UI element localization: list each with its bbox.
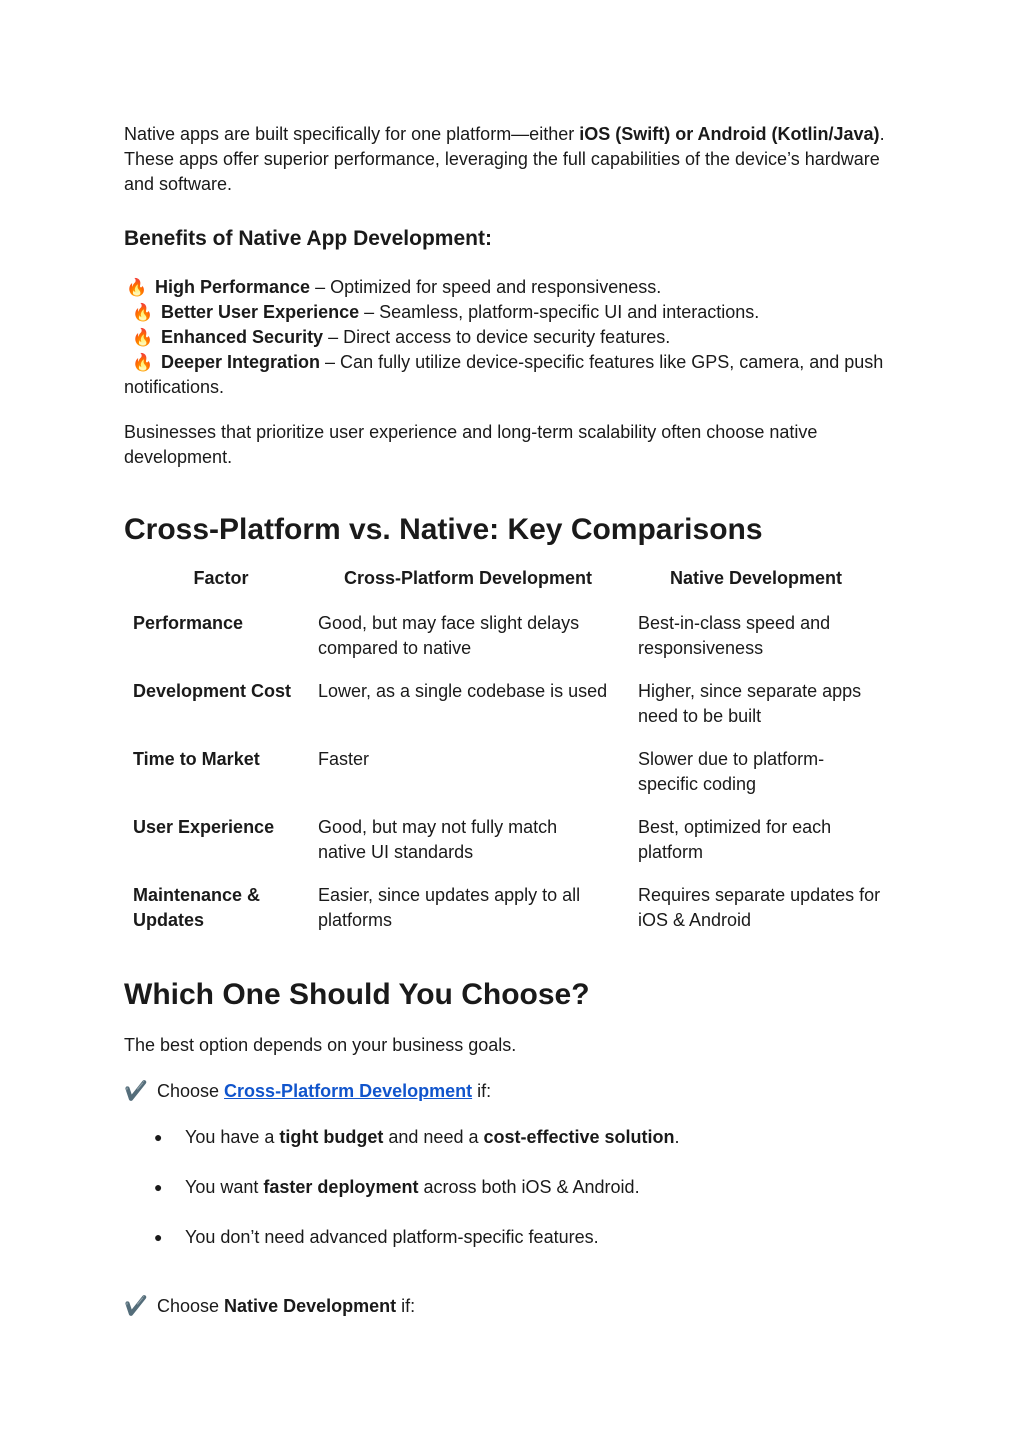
comparison-heading: Cross-Platform vs. Native: Key Comparisons [124,513,763,546]
factor-cell: Maintenance & Updates [133,885,261,930]
native-cell: Best-in-class speed and responsiveness [638,613,831,658]
cross-platform-cell: Easier, since updates apply to all platforms [318,885,581,930]
table-row [124,883,894,951]
cross-platform-cell: Good, but may face slight delays compared to native [318,613,580,658]
benefit-item: 🔥 High Performance – Optimized for speed and responsiveness. [124,275,894,300]
cross-platform-cell: Good, but may not fully match native UI standards [318,817,558,862]
list-item: ● You don’t need advanced platform-specific features. [124,1225,894,1250]
benefit-item: 🔥 Better User Experience – Seamless, platform-specific UI and interactions. [124,300,894,325]
benefit-item: 🔥 Enhanced Security – Direct access to device security features. [124,325,894,350]
cross-platform-development-link[interactable]: Cross-Platform Development [224,1081,473,1101]
fire-icon: 🔥 [132,328,154,347]
native-cell: Higher, since separate apps need to be built [638,681,862,726]
document-page [124,122,894,1319]
benefits-heading: Benefits of Native App Development: [124,227,492,250]
cross-platform-cell: Lower, as a single codebase is used [318,681,608,701]
fire-icon: 🔥 [132,303,154,322]
fire-icon: 🔥 [126,278,148,297]
checkmark-icon: ✔️ [124,1296,148,1317]
list-item: ● You have a tight budget and need a cost-effective solution. [124,1125,894,1150]
intro-paragraph: Native apps are built specifically for one platform—either iOS (Swift) or Android (Kotlin/Java). These apps offer superior performance, leveraging the full capabilities of the device’s hardware and software. [124,124,885,194]
choose-native-line: ✔️ Choose Native Development if: [124,1296,416,1317]
header-cross-platform: Cross-Platform Development [343,568,593,588]
native-cell: Best, optimized for each platform [638,817,832,862]
checkmark-icon: ✔️ [124,1081,148,1102]
comparison-table [124,560,894,951]
choose-heading: Which One Should You Choose? [124,978,590,1011]
benefits-closing: Businesses that prioritize user experience and long-term scalability often choose native development. [124,422,818,467]
table-row [124,679,894,747]
factor-cell: Development Cost [133,681,292,701]
choose-cross-platform-line: ✔️ Choose Cross-Platform Development if: [124,1081,492,1102]
bullet-icon: ● [154,1129,163,1145]
list-item: ● You want faster deployment across both iOS & Android. [124,1175,894,1200]
fire-icon: 🔥 [132,353,154,372]
cross-platform-reasons-list [124,1125,894,1250]
factor-cell: Time to Market [133,749,260,769]
native-cell: Slower due to platform-specific coding [638,749,825,794]
cross-platform-cell: Faster [318,749,370,769]
benefit-item: 🔥 Deeper Integration – Can fully utilize device-specific features like GPS, camera, and push notifications. [124,352,884,397]
bullet-icon: ● [154,1229,163,1245]
factor-cell: Performance [133,613,244,633]
table-row [124,815,894,883]
native-cell: Requires separate updates for iOS & Android [638,885,881,930]
factor-cell: User Experience [133,817,275,837]
table-row [124,747,894,815]
choose-intro: The best option depends on your business goals. [124,1035,517,1055]
header-native: Native Development [669,568,843,588]
header-factor: Factor [193,568,249,588]
table-row [124,611,894,679]
benefits-list [124,275,894,400]
bullet-icon: ● [154,1179,163,1195]
table-header-row [124,560,894,611]
